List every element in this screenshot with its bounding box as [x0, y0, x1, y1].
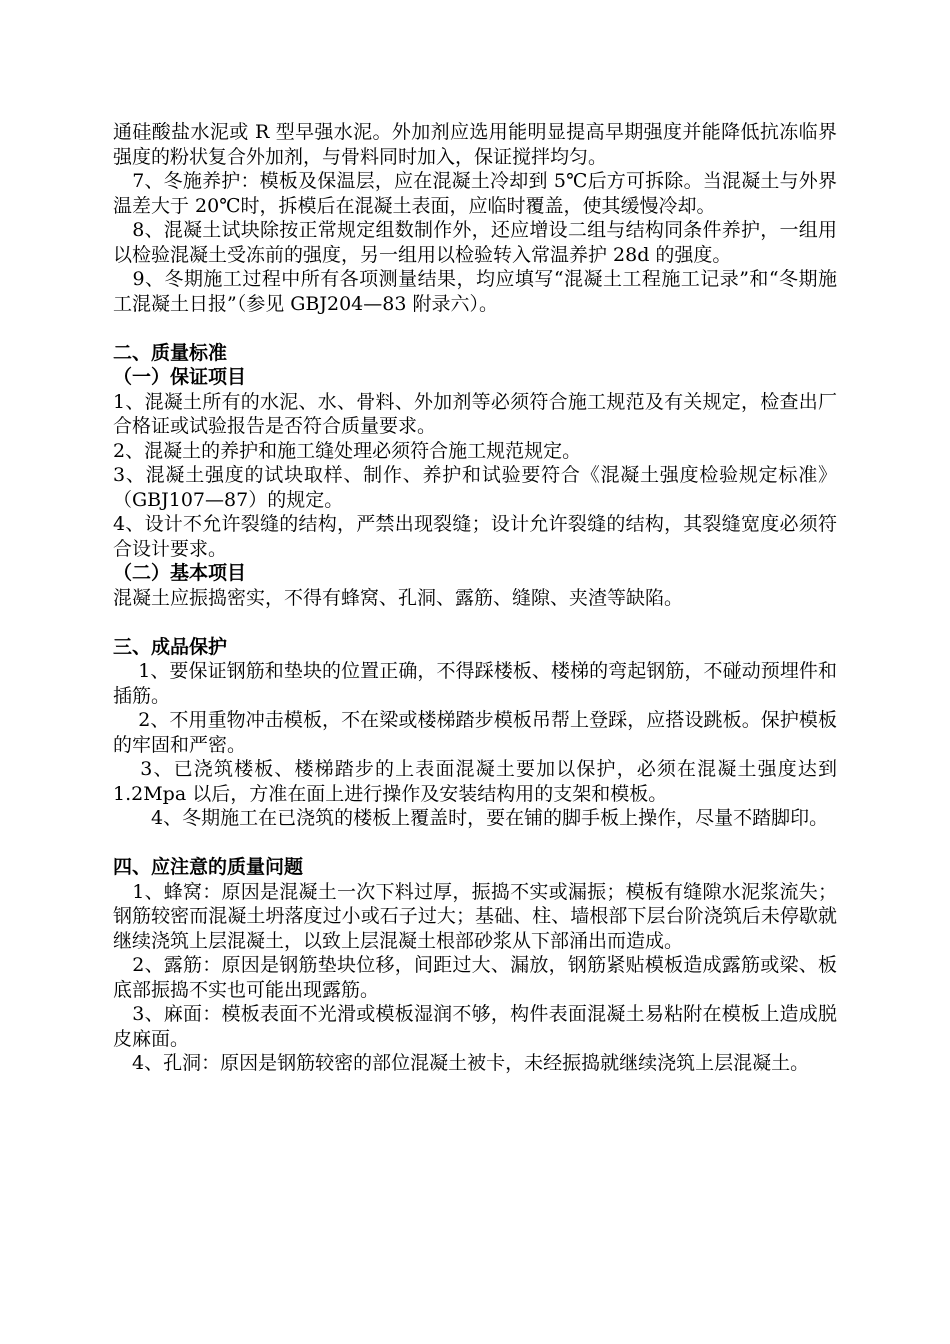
guarantee-item-2: 2、混凝土的养护和施工缝处理必须符合施工规范规定。 [113, 439, 582, 462]
protection-item-1: 1、要保证钢筋和垫块的位置正确，不得踩楼板、楼梯的弯起钢筋，不碰动预埋件和插筋。 [113, 660, 837, 707]
document-page [113, 120, 837, 1076]
heading-quality-issues: 四、应注意的质量问题 [113, 856, 304, 878]
spacer [113, 610, 837, 635]
guarantee-item-3: 3、混凝土强度的试块取样、制作、养护和试验要符合《混凝土强度检验规定标准》（GBJ107—87）的规定。 [113, 464, 837, 511]
subheading-guarantee-items: （一）保证项目 [113, 366, 247, 388]
issue-item-2: 2、露筋：原因是钢筋垫块位移，间距过大、漏放，钢筋紧贴模板造成露筋或梁、板底部振捣不实也可能出现露筋。 [113, 954, 837, 1001]
guarantee-item-1: 1、混凝土所有的水泥、水、骨料、外加剂等必须符合施工规范及有关规定，检查出厂合格证或试验报告是否符合质量要求。 [113, 390, 837, 437]
issue-item-4: 4、孔洞：原因是钢筋较密的部位混凝土被卡，未经振捣就继续浇筑上层混凝土。 [113, 1052, 810, 1074]
issue-item-1: 1、蜂窝：原因是混凝土一次下料过厚，振捣不实或漏振；模板有缝隙水泥浆流失；钢筋较密而混凝土坍落度过小或石子过大；基础、柱、墙根部下层台阶浇筑后未停歇就继续浇筑上层混凝土，以致上层混凝土根部砂浆从下部涌出而造成。 [113, 880, 837, 952]
heading-product-protection: 三、成品保护 [113, 635, 228, 658]
issue-item-3: 3、麻面：模板表面不光滑或模板湿润不够，构件表面混凝土易粘附在模板上造成脱皮麻面。 [113, 1003, 837, 1050]
guarantee-item-4: 4、设计不允许裂缝的结构，严禁出现裂缝；设计允许裂缝的结构，其裂缝宽度必须符合设计要求。 [113, 513, 837, 560]
protection-item-2: 2、不用重物冲击模板，不在梁或楼梯踏步模板吊帮上登踩，应搭设跳板。保护模板的牢固和严密。 [113, 709, 837, 756]
spacer [113, 831, 837, 856]
paragraph-item-8: 8、混凝土试块除按正常规定组数制作外，还应增设二组与结构同条件养护，一组用以检验混凝土受冻前的强度，另一组用以检验转入常温养护 28d 的强度。 [113, 219, 837, 266]
basic-item: 混凝土应振捣密实，不得有蜂窝、孔洞、露筋、缝隙、夹渣等缺陷。 [113, 586, 684, 609]
paragraph-item-9: 9、冬期施工过程中所有各项测量结果，均应填写“混凝土工程施工记录”和“冬期施工混凝土日报”（参见 GBJ204—83 附录六）。 [113, 268, 837, 315]
heading-quality-standard: 二、质量标准 [113, 341, 228, 364]
paragraph-item-7: 7、冬施养护：模板及保温层，应在混凝土冷却到 5℃后方可拆除。当混凝土与外界温差大于 20℃时，拆模后在混凝土表面，应临时覆盖，使其缓慢冷却。 [113, 170, 837, 217]
protection-item-3: 3、已浇筑楼板、楼梯踏步的上表面混凝土要加以保护，必须在混凝土强度达到 1.2Mpa 以后，方准在面上进行操作及安装结构用的支架和模板。 [113, 758, 837, 805]
subheading-basic-items: （二）基本项目 [113, 562, 247, 584]
protection-item-4: 4、冬期施工在已浇筑的楼板上覆盖时，要在铺的脚手板上操作，尽量不踏脚印。 [113, 807, 829, 829]
paragraph-cement-admixture: 通硅酸盐水泥或 R 型早强水泥。外加剂应选用能明显提高早期强度并能降低抗冻临界强度的粉状复合外加剂，与骨料同时加入，保证搅拌均匀。 [113, 121, 837, 168]
spacer [113, 316, 837, 341]
